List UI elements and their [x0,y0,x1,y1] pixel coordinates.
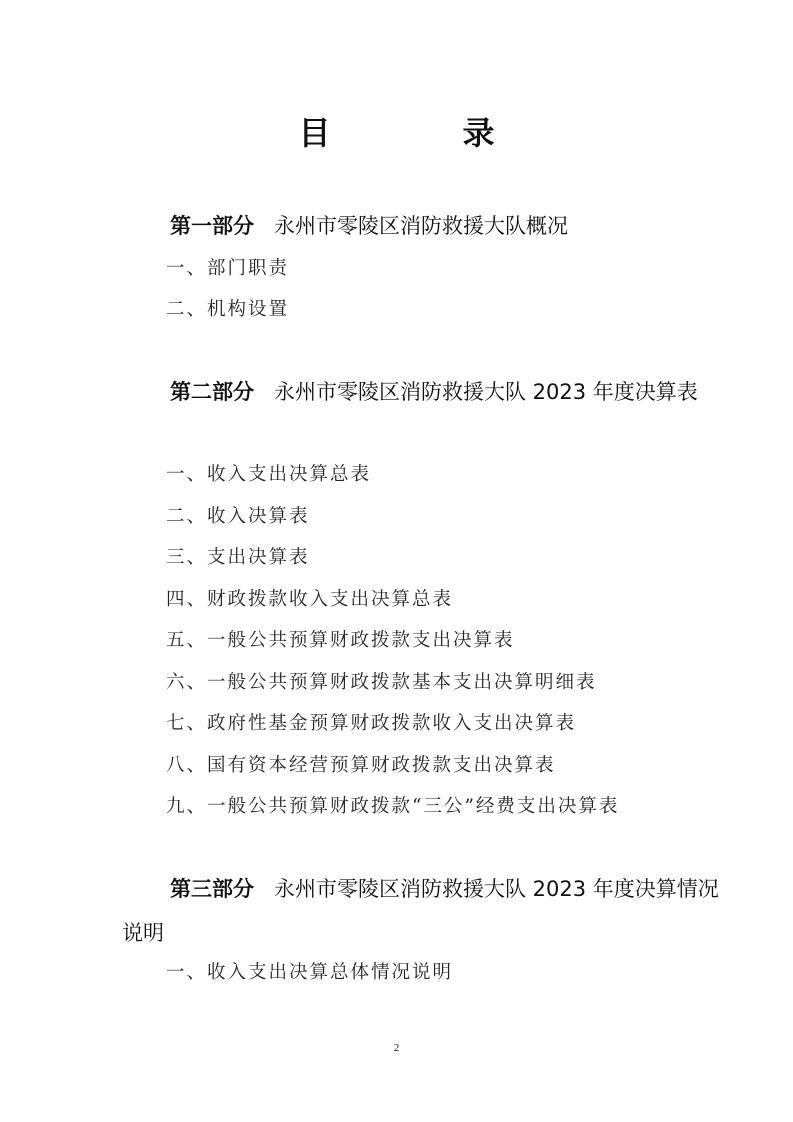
part2-label: 第二部分 [170,380,254,404]
part2-item-5: 五、一般公共预算财政拨款支出决算表 [166,630,515,651]
part3-item-1: 一、收入支出决算总体情况说明 [166,962,454,983]
part2-item-8: 八、国有资本经营预算财政拨款支出决算表 [166,755,556,776]
part1-heading [122,204,722,248]
part2-item-7: 七、政府性基金预算财政拨款收入支出决算表 [166,713,577,734]
part2-item-3: 三、支出决算表 [166,547,310,568]
part2-heading [122,370,722,414]
part3-heading [122,867,722,955]
part1-label: 第一部分 [170,214,254,238]
page-title: 目 录 [298,114,545,152]
part3-label: 第三部分 [170,877,254,901]
part2-item-9: 九、一般公共预算财政拨款“三公”经费支出决算表 [166,796,620,817]
part1-item-2: 二、机构设置 [166,299,290,320]
part2-item-6: 六、一般公共预算财政拨款基本支出决算明细表 [166,672,597,693]
part2-title: 永州市零陵区消防救援大队 2023 年度决算表 [274,380,698,404]
part2-item-4: 四、财政拨款收入支出决算总表 [166,589,454,610]
part2-item-1: 一、收入支出决算总表 [166,464,372,485]
part1-item-1: 一、部门职责 [166,258,290,279]
part1-title: 永州市零陵区消防救援大队概况 [274,214,568,238]
part3-title: 永州市零陵区消防救援大队 2023 年度决算情况说明 [122,877,719,945]
page-number: 2 [393,1042,400,1054]
part2-item-2: 二、收入决算表 [166,506,310,527]
